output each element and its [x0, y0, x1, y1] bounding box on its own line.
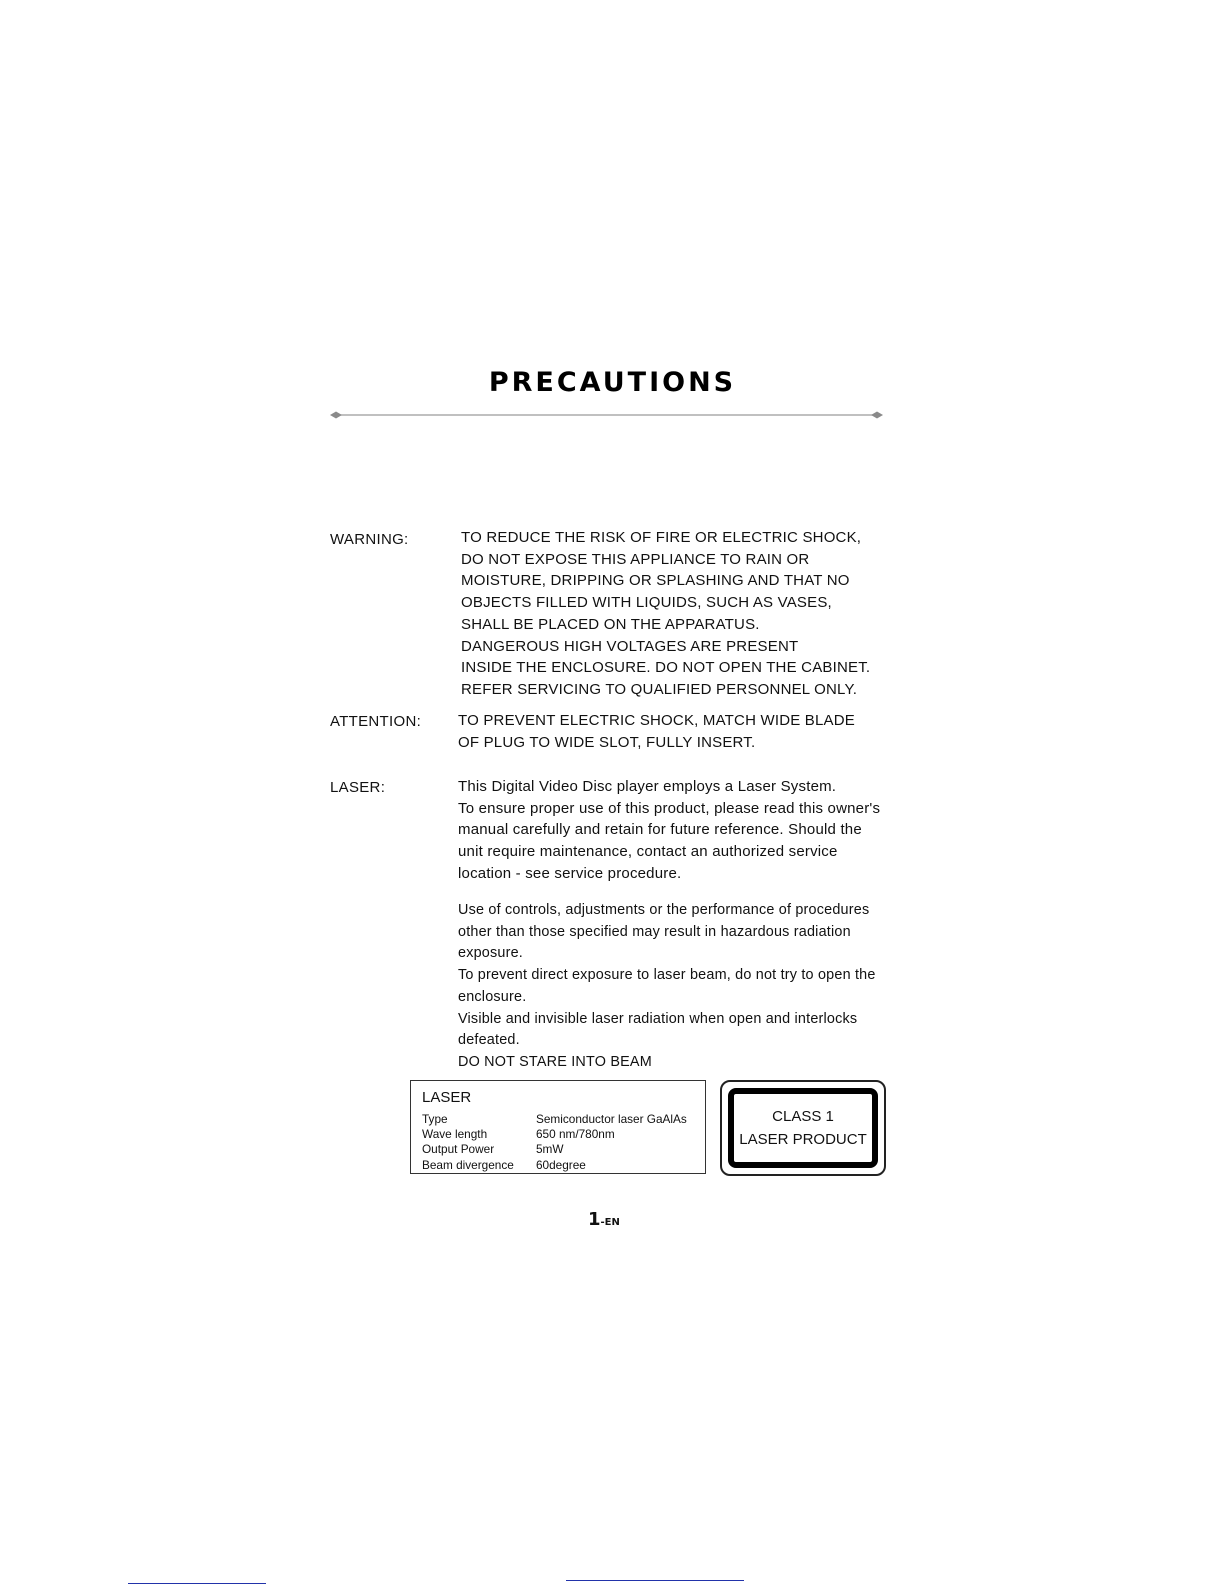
spec-row	[422, 1158, 687, 1173]
attention-label: ATTENTION:	[330, 713, 422, 730]
warning-line: REFER SERVICING TO QUALIFIED PERSONNEL ONLY.	[461, 680, 858, 698]
attention-line: TO PREVENT ELECTRIC SHOCK, MATCH WIDE BLADE	[458, 712, 855, 729]
warning-line: SHALL BE PLACED ON THE APPARATUS.	[461, 615, 760, 633]
page-number-suffix: -EN	[600, 1217, 620, 1228]
attention-text	[458, 710, 855, 753]
warning-label: WARNING:	[330, 531, 409, 548]
attention-line: OF PLUG TO WIDE SLOT, FULLY INSERT.	[458, 733, 756, 751]
laser-spec-table	[422, 1112, 687, 1173]
page-number-value: 1	[588, 1209, 601, 1230]
laser-line: To prevent direct exposure to laser beam, do not try to open the	[458, 967, 876, 984]
laser-line: defeated.	[458, 1032, 520, 1049]
laser-line: DO NOT STARE INTO BEAM	[458, 1053, 652, 1070]
laser-line: manual carefully and retain for future reference. Should the	[458, 821, 862, 839]
laser-spec-box	[410, 1080, 706, 1174]
spec-key: Wave length	[422, 1127, 488, 1142]
spec-value: 5mW	[536, 1142, 564, 1157]
class1-label-frame	[720, 1080, 886, 1176]
spec-value: Semiconductor laser GaAlAs	[536, 1112, 687, 1126]
laser-line: To ensure proper use of this product, please read this owner's	[458, 799, 881, 817]
page-number	[588, 1209, 620, 1230]
spec-key: Output Power	[422, 1142, 495, 1157]
page-title: PRECAUTIONS	[488, 367, 737, 398]
spec-row	[422, 1127, 687, 1142]
laser-line: enclosure.	[458, 988, 527, 1005]
spec-key: Type	[422, 1112, 448, 1126]
laser-paragraph-2	[458, 900, 876, 1074]
warning-line: DANGEROUS HIGH VOLTAGES ARE PRESENT	[461, 637, 799, 655]
warning-text	[461, 527, 870, 701]
laser-paragraph-1	[458, 776, 880, 885]
laser-line: Visible and invisible laser radiation when open and interlocks	[458, 1010, 858, 1027]
warning-line: TO REDUCE THE RISK OF FIRE OR ELECTRIC SHOCK,	[461, 529, 862, 546]
warning-line: DO NOT EXPOSE THIS APPLIANCE TO RAIN OR	[461, 550, 810, 568]
warning-line: OBJECTS FILLED WITH LIQUIDS, SUCH AS VASES,	[461, 594, 832, 612]
laser-line: other than those specified may result in hazardous radiation	[458, 923, 851, 940]
warning-line: MOISTURE, DRIPPING OR SPLASHING AND THAT NO	[461, 572, 850, 590]
class1-line2: LASER PRODUCT	[739, 1131, 867, 1148]
laser-spec-heading: LASER	[422, 1089, 472, 1106]
laser-line: location - see service procedure.	[458, 864, 682, 882]
spec-value: 650 nm/780nm	[536, 1127, 615, 1142]
warning-line: INSIDE THE ENCLOSURE. DO NOT OPEN THE CABINET.	[461, 659, 871, 677]
spec-row	[422, 1112, 687, 1127]
scan-artifact-line	[566, 1580, 744, 1581]
spec-value: 60degree	[536, 1157, 586, 1172]
laser-label: LASER:	[330, 779, 386, 796]
laser-line: This Digital Video Disc player employs a Laser System.	[458, 778, 837, 795]
scan-artifact-line	[128, 1583, 266, 1584]
spec-key: Beam divergence	[422, 1157, 514, 1172]
class1-label	[728, 1088, 878, 1168]
laser-line: exposure.	[458, 945, 523, 962]
title-divider	[330, 407, 883, 423]
spec-row	[422, 1142, 687, 1157]
class1-line1: CLASS 1	[772, 1108, 834, 1125]
laser-line: Use of controls, adjustments or the performance of procedures	[458, 902, 870, 918]
laser-line: unit require maintenance, contact an authorized service	[458, 843, 838, 861]
